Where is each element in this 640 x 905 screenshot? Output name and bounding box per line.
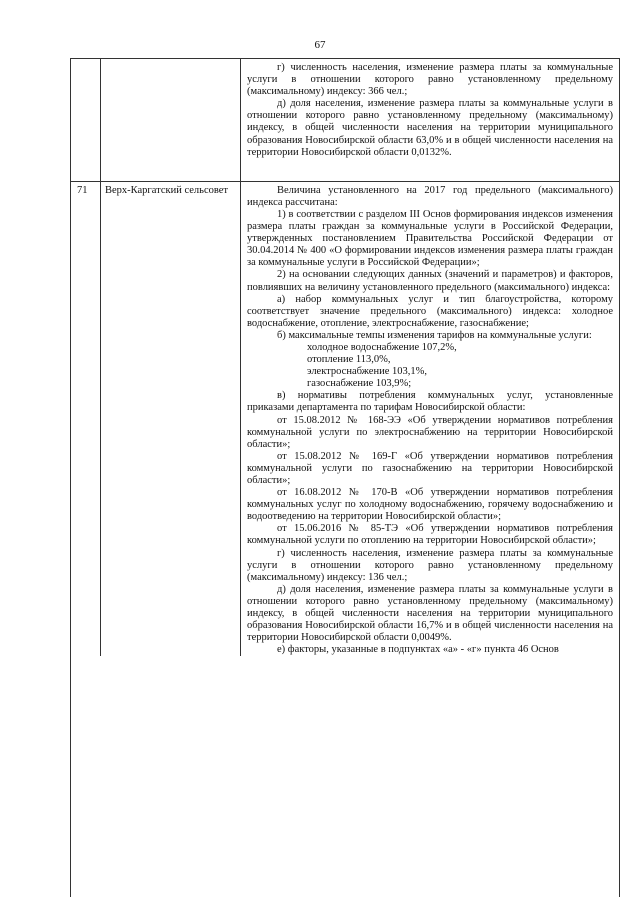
paragraph-item-v: в) нормативы потребления коммунальных услуг, установленные приказами департамента по тарифам Новосибирской области: xyxy=(247,390,613,414)
paragraph-item-b: б) максимальные темпы изменения тарифов на коммунальные услуги: xyxy=(277,329,592,341)
description-cell xyxy=(241,182,619,657)
municipality-cell xyxy=(101,59,241,181)
paragraph-order-169: от 15.08.2012 № 169-Г «Об утверждении нормативов потребления коммунальной услуги по газоснабжению на территории Новосибирской области»; xyxy=(247,450,613,486)
table-row-continuation xyxy=(71,59,619,182)
page-number: 67 xyxy=(314,39,326,51)
paragraph-population-count: г) численность населения, изменение размера платы за коммунальные услуги в отношении которого равно установленному предельному (максимальному) индексу: 366 чел.; xyxy=(247,62,613,98)
paragraph-item-1: 1) в соответствии с разделом III Основ формирования индексов изменения размера платы граждан за коммунальные услуги в Российской Федерации, утвержденных постановлением Правительства Российской Федерации от 30.04.2014 № 400 «О формировании индексов изменения размера платы граждан за коммунальные услуги в Российской Федерации»; xyxy=(247,208,613,269)
document-table xyxy=(70,58,620,897)
row-number-cell xyxy=(71,59,101,181)
municipality-cell: Верх-Каргатский сельсовет xyxy=(101,182,241,657)
paragraph-item-a: а) набор коммунальных услуг и тип благоустройства, которому соответствует значение предельного (максимального) индекса: холодное водоснабжение, отопление, электроснабжение, газоснабжение; xyxy=(247,293,613,329)
paragraph-order-170: от 16.08.2012 № 170-В «Об утверждении нормативов потребления коммунальных услуг по холодному водоснабжению, горячему водоснабжению и водоотведению на территории Новосибирской области»; xyxy=(247,487,613,523)
paragraph-item-2: 2) на основании следующих данных (значений и параметров) и факторов, повлиявших на величину установленного предельного (максимального) индекса: xyxy=(247,269,613,293)
paragraph-item-d: д) доля населения, изменение размера платы за коммунальные услуги в отношении которого равно установленному предельному (максимальному) индексу, в общей численности населения на территории муниципального образования Новосибирской области 16,7% и в общей численности населения на территории Новосибирской области 0,0049%. xyxy=(247,583,613,644)
description-cell xyxy=(241,59,619,181)
tariff-cold-water: холодное водоснабжение 107,2%, xyxy=(307,341,457,353)
paragraph-population-share: д) доля населения, изменение размера платы за коммунальные услуги в отношении которого равно установленному предельному (максимальному) индексу, в общей численности населения на территории муниципального образования Новосибирской области 63,0% и в общей численности населения на территории Новосибирской области 0,0132%. xyxy=(247,98,613,158)
paragraph-item-e: е) факторы, указанные в подпунктах «а» - «г» пункта 46 Основ xyxy=(277,644,559,656)
tariff-electricity: электроснабжение 103,1%, xyxy=(307,366,427,378)
tariff-gas: газоснабжение 103,9%; xyxy=(307,378,412,390)
tariff-heating: отопление 113,0%, xyxy=(307,354,391,366)
row-number-cell: 71 xyxy=(71,182,101,657)
table-row-71 xyxy=(71,182,619,657)
paragraph-intro: Величина установленного на 2017 год предельного (максимального) индекса рассчитана: xyxy=(247,184,613,208)
paragraph-item-g: г) численность населения, изменение размера платы за коммунальные услуги в отношении которого равно установленному предельному (максимальному) индексу: 136 чел.; xyxy=(247,547,613,583)
paragraph-order-168: от 15.08.2012 № 168-ЭЭ «Об утверждении нормативов потребления коммунальной услуги по электроснабжению на территории Новосибирской области»; xyxy=(247,414,613,450)
paragraph-order-85: от 15.06.2016 № 85-ТЭ «Об утверждении нормативов потребления коммунальной услуги по отоплению на территории Новосибирской области»; xyxy=(247,523,613,547)
